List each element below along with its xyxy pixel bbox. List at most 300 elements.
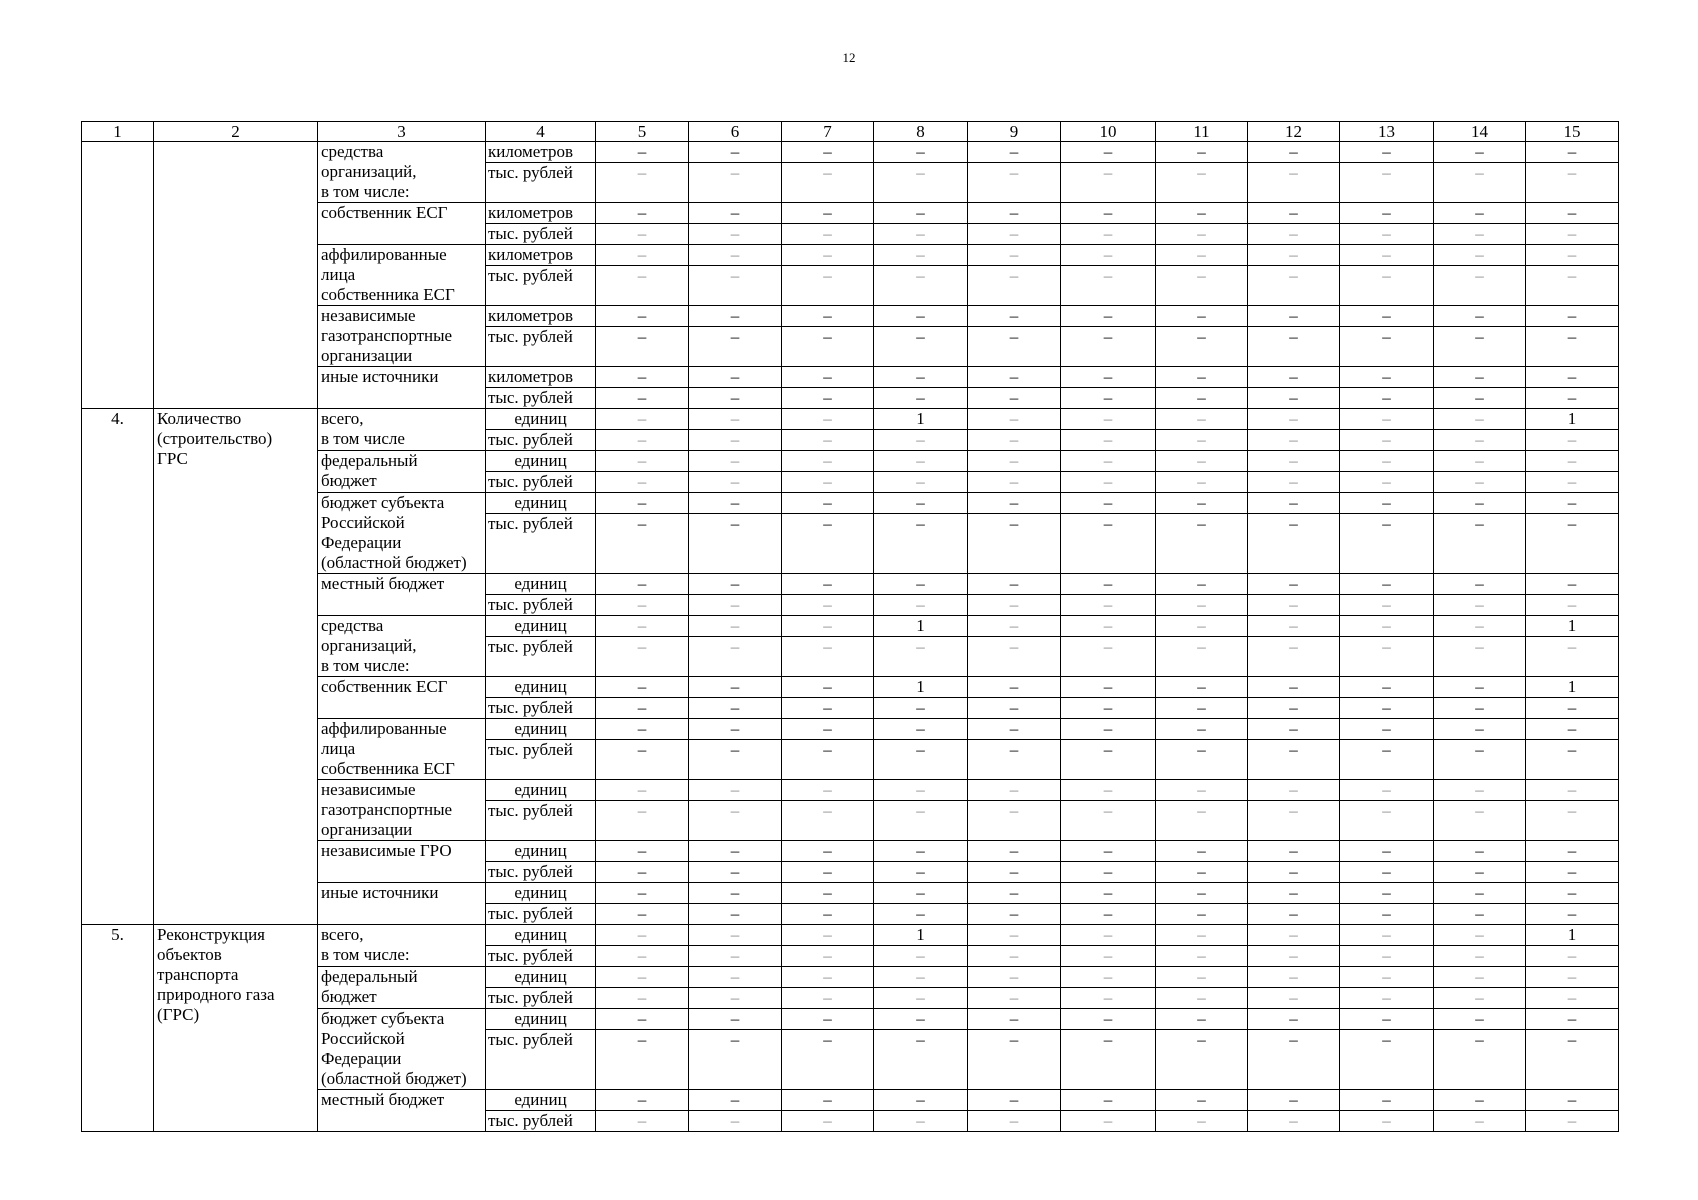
unit-cell: тыс. рублей — [486, 1111, 596, 1132]
value: – — [1197, 367, 1206, 386]
value-cell — [689, 616, 782, 637]
source-line: собственника ЕСГ — [321, 285, 455, 304]
source-line: независимые — [321, 780, 416, 799]
value-cell — [968, 367, 1061, 388]
value-cell — [968, 430, 1061, 451]
value: – — [637, 719, 647, 738]
value: – — [823, 925, 832, 944]
value: – — [916, 862, 925, 881]
value: – — [1382, 967, 1391, 986]
value: – — [1289, 616, 1298, 635]
value-cell — [596, 224, 689, 245]
value-cell — [1061, 595, 1156, 616]
value-cell — [968, 142, 1061, 163]
value-cell — [1434, 988, 1526, 1009]
value-cell — [1434, 841, 1526, 862]
value: – — [637, 1111, 647, 1130]
value-cell — [689, 430, 782, 451]
value: – — [1197, 780, 1206, 799]
value: – — [1103, 719, 1113, 738]
value-cell — [1061, 801, 1156, 841]
value-cell — [1526, 409, 1619, 430]
value: – — [1009, 595, 1019, 614]
value-cell — [1248, 1090, 1340, 1111]
value-cell — [689, 451, 782, 472]
unit-cell: тыс. рублей — [486, 163, 596, 203]
value: 1 — [916, 409, 925, 428]
value: – — [1289, 142, 1298, 161]
value: – — [1382, 1111, 1391, 1130]
value: – — [1475, 203, 1484, 222]
unit-cell: тыс. рублей — [486, 224, 596, 245]
value: – — [1382, 306, 1391, 325]
source-line: местный бюджет — [321, 1090, 445, 1109]
value-cell — [1434, 677, 1526, 698]
value-cell — [874, 163, 968, 203]
value: – — [1382, 904, 1391, 923]
value: – — [1197, 946, 1206, 965]
value: – — [730, 430, 740, 449]
value-cell — [1434, 967, 1526, 988]
source-cell — [318, 967, 486, 1009]
value: – — [1475, 163, 1484, 182]
value: – — [1475, 327, 1484, 346]
value: – — [637, 493, 647, 512]
value-cell — [874, 142, 968, 163]
value: – — [1567, 1009, 1577, 1028]
value-cell — [689, 595, 782, 616]
value: – — [1382, 409, 1391, 428]
unit-cell: километров — [486, 203, 596, 224]
value: – — [823, 163, 832, 182]
value-cell — [1061, 719, 1156, 740]
source-line: независимые — [321, 306, 416, 325]
source-cell — [318, 616, 486, 677]
value: – — [730, 1030, 740, 1050]
value-cell — [1248, 451, 1340, 472]
value: – — [823, 862, 832, 881]
section-number: 4. — [82, 409, 154, 925]
value: – — [1009, 306, 1019, 325]
value-cell — [1340, 595, 1434, 616]
header-cell: 6 — [689, 122, 782, 142]
value-cell — [1248, 163, 1340, 203]
value-cell — [1156, 925, 1248, 946]
value-cell — [1434, 1009, 1526, 1030]
value: – — [637, 142, 647, 161]
value-cell — [1526, 740, 1619, 780]
value: – — [637, 883, 647, 902]
source-line: лица — [321, 739, 356, 758]
value: – — [1567, 637, 1577, 656]
value: – — [1009, 841, 1019, 860]
value: – — [637, 203, 647, 222]
value-cell — [782, 677, 874, 698]
value: – — [1197, 327, 1206, 346]
value: – — [730, 740, 740, 759]
value-cell — [874, 1090, 968, 1111]
value: – — [1567, 698, 1577, 717]
value: – — [916, 719, 925, 738]
source-line: газотранспортные — [321, 800, 453, 819]
value-cell — [1061, 1030, 1156, 1090]
value: – — [916, 595, 925, 614]
value: – — [823, 493, 832, 512]
value-cell — [1248, 409, 1340, 430]
value: – — [823, 1009, 832, 1028]
value-cell — [1434, 780, 1526, 801]
value: – — [1197, 1111, 1206, 1130]
value: – — [1475, 862, 1484, 881]
value: – — [823, 740, 832, 759]
value-cell — [1434, 266, 1526, 306]
value-cell — [1340, 740, 1434, 780]
value: – — [637, 677, 647, 696]
value: 1 — [1567, 677, 1577, 696]
source-line: организаций, — [321, 636, 417, 655]
value: – — [1009, 1090, 1019, 1109]
value: – — [1009, 1111, 1019, 1130]
value: – — [823, 946, 832, 965]
unit-cell: единиц — [486, 493, 596, 514]
value: – — [1382, 245, 1391, 264]
value: – — [916, 1009, 925, 1028]
source-line: в том числе: — [321, 945, 410, 964]
value-cell — [1156, 245, 1248, 266]
value-cell — [689, 1030, 782, 1090]
value: – — [1103, 637, 1113, 656]
value: – — [637, 430, 647, 449]
value: – — [1475, 616, 1484, 635]
value-cell — [968, 1090, 1061, 1111]
value-cell — [1156, 946, 1248, 967]
value-cell — [1061, 616, 1156, 637]
value-cell — [1061, 472, 1156, 493]
value: – — [916, 883, 925, 902]
value-cell — [1248, 224, 1340, 245]
value: – — [637, 245, 647, 264]
value: – — [1567, 574, 1577, 593]
value: – — [1103, 266, 1113, 285]
value: – — [1009, 616, 1019, 635]
value-cell — [874, 514, 968, 574]
value-cell — [1526, 801, 1619, 841]
unit-cell: тыс. рублей — [486, 862, 596, 883]
value-cell — [1061, 1090, 1156, 1111]
value-cell — [968, 780, 1061, 801]
value-cell — [1248, 925, 1340, 946]
value: – — [1197, 266, 1206, 285]
value: – — [1567, 841, 1577, 860]
value-cell — [1434, 224, 1526, 245]
value-cell — [1061, 451, 1156, 472]
value: – — [1009, 967, 1019, 986]
source-cell — [318, 780, 486, 841]
value: – — [916, 780, 925, 799]
value: – — [1197, 514, 1206, 534]
value-cell — [689, 677, 782, 698]
value-cell — [1340, 574, 1434, 595]
value: – — [1197, 163, 1206, 182]
value-cell — [1434, 142, 1526, 163]
value: – — [730, 367, 740, 386]
unit-cell: тыс. рублей — [486, 266, 596, 306]
section-title-line: Количество — [157, 409, 242, 428]
value: – — [1009, 883, 1019, 902]
value-cell — [1434, 245, 1526, 266]
source-line: в том числе: — [321, 182, 410, 201]
value: – — [823, 801, 832, 820]
value: – — [1289, 514, 1298, 534]
value-cell — [1526, 306, 1619, 327]
value-cell — [689, 801, 782, 841]
value-cell — [1340, 946, 1434, 967]
value: – — [1567, 266, 1577, 285]
value: – — [1382, 677, 1391, 696]
value: – — [1475, 430, 1484, 449]
value-cell — [1434, 595, 1526, 616]
unit-cell: единиц — [486, 1090, 596, 1111]
value-cell — [1156, 862, 1248, 883]
value: – — [823, 698, 832, 717]
source-cell — [318, 306, 486, 367]
unit-cell: тыс. рублей — [486, 904, 596, 925]
value-cell — [782, 224, 874, 245]
value-cell — [1340, 1030, 1434, 1090]
value-cell — [1156, 574, 1248, 595]
value-cell — [1248, 698, 1340, 719]
value-cell — [689, 266, 782, 306]
value: – — [1103, 245, 1113, 264]
value-cell — [782, 862, 874, 883]
value-cell — [1340, 142, 1434, 163]
value-cell — [1156, 493, 1248, 514]
value-cell — [782, 514, 874, 574]
value: 1 — [916, 677, 925, 696]
value-cell — [874, 698, 968, 719]
value-cell — [874, 740, 968, 780]
value-cell — [874, 637, 968, 677]
value: – — [916, 514, 925, 534]
value-cell — [1526, 472, 1619, 493]
value: – — [1289, 1090, 1298, 1109]
source-cell — [318, 367, 486, 409]
value: – — [1009, 245, 1019, 264]
value-cell — [782, 451, 874, 472]
source-line: аффилированные — [321, 245, 447, 264]
value-cell — [968, 677, 1061, 698]
unit-cell: километров — [486, 306, 596, 327]
value: – — [1103, 1090, 1113, 1109]
page-number: 12 — [842, 50, 856, 65]
value-cell — [689, 574, 782, 595]
value-cell — [1061, 514, 1156, 574]
unit-cell: тыс. рублей — [486, 430, 596, 451]
unit-cell: километров — [486, 142, 596, 163]
value-cell — [1061, 203, 1156, 224]
header-cell: 1 — [82, 122, 154, 142]
header-cell: 13 — [1340, 122, 1434, 142]
value-cell — [1248, 616, 1340, 637]
value-cell — [1156, 1111, 1248, 1132]
value-cell — [782, 719, 874, 740]
value-cell — [1434, 1111, 1526, 1132]
source-line: всего, — [321, 409, 364, 428]
source-line: бюджет — [321, 987, 377, 1006]
value-cell — [1526, 142, 1619, 163]
value: – — [1009, 163, 1019, 182]
source-cell — [318, 203, 486, 245]
value-cell — [1248, 1009, 1340, 1030]
value-cell — [1156, 1090, 1248, 1111]
value-cell — [1340, 780, 1434, 801]
value: – — [1475, 1111, 1484, 1130]
investment-table — [81, 121, 1619, 1132]
value: – — [1289, 203, 1298, 222]
value: – — [730, 327, 740, 346]
value-cell — [874, 388, 968, 409]
value-cell — [596, 306, 689, 327]
value: – — [823, 367, 832, 386]
value: – — [1475, 266, 1484, 285]
value-cell — [1526, 925, 1619, 946]
value-cell — [968, 409, 1061, 430]
value: – — [1567, 493, 1577, 512]
value-cell — [782, 142, 874, 163]
value-cell — [1061, 740, 1156, 780]
value: – — [823, 1030, 832, 1050]
value: – — [823, 883, 832, 902]
value-cell — [1248, 388, 1340, 409]
unit-cell: тыс. рублей — [486, 327, 596, 367]
source-line: иные источники — [321, 367, 439, 386]
value: – — [916, 388, 925, 407]
value-cell — [1340, 967, 1434, 988]
value: – — [1382, 740, 1391, 759]
value-cell — [596, 163, 689, 203]
value-cell — [596, 595, 689, 616]
value-cell — [1526, 637, 1619, 677]
value-cell — [968, 574, 1061, 595]
section-title-line: ГРС — [157, 449, 188, 468]
value-cell — [1434, 925, 1526, 946]
value-cell — [1061, 677, 1156, 698]
value-cell — [1340, 451, 1434, 472]
value-cell — [1526, 451, 1619, 472]
value-cell — [874, 1030, 968, 1090]
value: – — [1567, 740, 1577, 759]
value-cell — [596, 367, 689, 388]
value-cell — [1061, 946, 1156, 967]
value-cell — [782, 306, 874, 327]
value-cell — [1156, 306, 1248, 327]
value: – — [1289, 472, 1298, 491]
value-cell — [1156, 203, 1248, 224]
value-cell — [874, 245, 968, 266]
value: – — [730, 1111, 740, 1130]
value: – — [1475, 1030, 1484, 1050]
value-cell — [1526, 430, 1619, 451]
value-cell — [1248, 883, 1340, 904]
value-cell — [1248, 1111, 1340, 1132]
value-cell — [874, 719, 968, 740]
section-title-line: (строительство) — [157, 429, 273, 448]
value-cell — [596, 574, 689, 595]
value: – — [916, 740, 925, 759]
value: – — [1103, 801, 1113, 820]
unit-cell: единиц — [486, 967, 596, 988]
value-cell — [596, 266, 689, 306]
value-cell — [596, 514, 689, 574]
value-cell — [596, 698, 689, 719]
source-cell — [318, 841, 486, 883]
value: – — [1289, 946, 1298, 965]
value-cell — [689, 245, 782, 266]
value: – — [1009, 1030, 1019, 1050]
value-cell — [1434, 451, 1526, 472]
value-cell — [1434, 367, 1526, 388]
value: – — [1289, 493, 1298, 512]
value-cell — [1248, 780, 1340, 801]
unit-cell: единиц — [486, 841, 596, 862]
value-cell — [596, 409, 689, 430]
value-cell — [1434, 698, 1526, 719]
value-cell — [874, 409, 968, 430]
value-cell — [689, 493, 782, 514]
value-cell — [968, 493, 1061, 514]
value: – — [1567, 224, 1577, 243]
value-cell — [689, 925, 782, 946]
value-cell — [1434, 883, 1526, 904]
value: – — [1382, 988, 1391, 1007]
value-cell — [1526, 266, 1619, 306]
value-cell — [782, 883, 874, 904]
value-cell — [1156, 327, 1248, 367]
value: – — [637, 595, 647, 614]
unit-cell: тыс. рублей — [486, 801, 596, 841]
value: – — [1567, 163, 1577, 182]
source-line: средства — [321, 616, 384, 635]
value-cell — [1526, 883, 1619, 904]
value-cell — [1340, 1090, 1434, 1111]
value: – — [1475, 677, 1484, 696]
value-cell — [968, 451, 1061, 472]
section-title-line: транспорта — [157, 965, 239, 984]
value-cell — [1434, 472, 1526, 493]
value-cell — [1156, 388, 1248, 409]
value: – — [730, 677, 740, 696]
value-cell — [689, 1090, 782, 1111]
source-cell — [318, 493, 486, 574]
value: – — [916, 493, 925, 512]
value: – — [1197, 430, 1206, 449]
value: – — [637, 967, 647, 986]
value: – — [1382, 266, 1391, 285]
section-title-line: объектов — [157, 945, 222, 964]
value: – — [916, 224, 925, 243]
value: – — [1567, 1090, 1577, 1109]
value: – — [1009, 514, 1019, 534]
value-cell — [1526, 163, 1619, 203]
value: – — [730, 472, 740, 491]
value-cell — [782, 925, 874, 946]
value-cell — [596, 1111, 689, 1132]
value: – — [1197, 574, 1206, 593]
value-cell — [1061, 862, 1156, 883]
value: – — [637, 514, 647, 534]
value-cell — [1526, 988, 1619, 1009]
value-cell — [1156, 595, 1248, 616]
